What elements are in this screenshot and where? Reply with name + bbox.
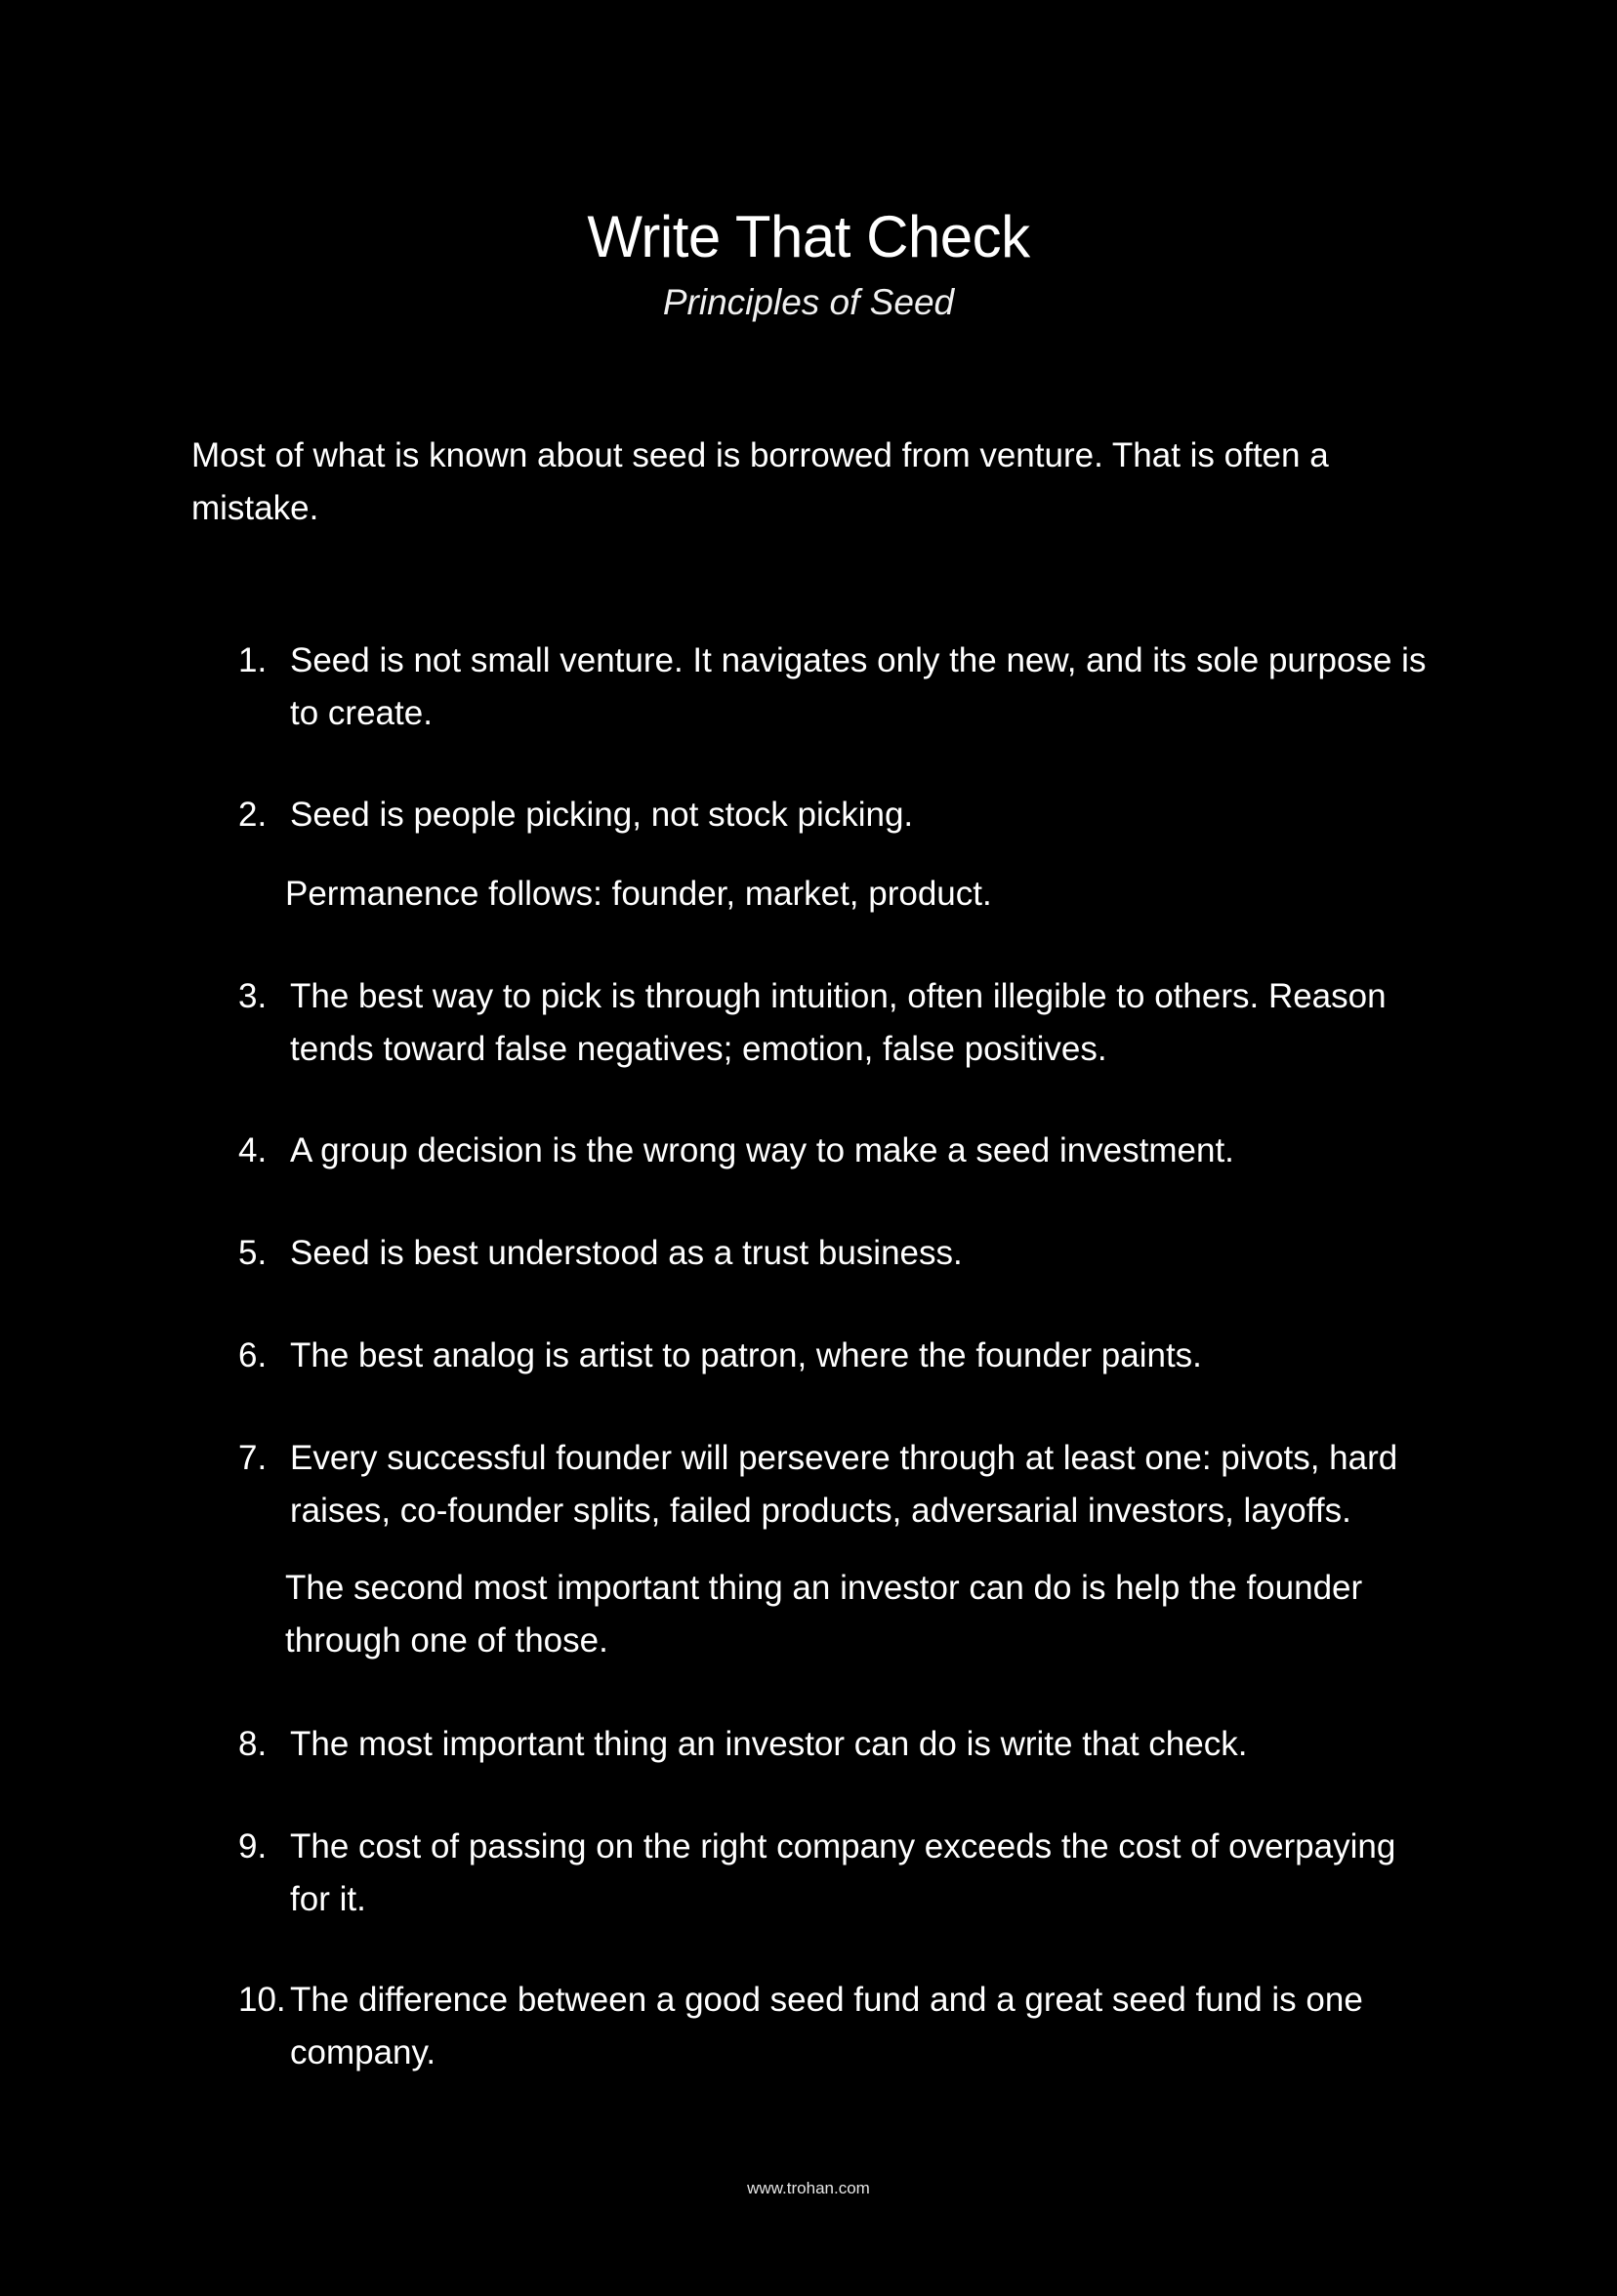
list-item-note: The second most important thing an investor can do is help the founder through one of those. [285, 1569, 1363, 1660]
list-item [238, 1227, 1439, 1280]
list-item [238, 1432, 1439, 1538]
list-item-text: The best analog is artist to patron, where the founder paints. [290, 1336, 1202, 1374]
list-item-number: 4. [238, 1131, 268, 1169]
list-item-number: 6. [238, 1336, 268, 1374]
list-item [238, 1974, 1439, 2079]
list-item-number: 10. [238, 1981, 286, 2019]
list-item [238, 789, 1439, 841]
list-item [238, 1330, 1439, 1382]
list-item-text: Seed is best understood as a trust business. [290, 1234, 963, 1272]
list-item-number: 9. [238, 1827, 268, 1866]
list-item-text: The difference between a good seed fund and a great seed fund is one company. [290, 1981, 1363, 2071]
page-title: Write That Check [587, 204, 1030, 269]
list-item-note: Permanence follows: founder, market, product. [285, 875, 992, 913]
list-item-text: Seed is people picking, not stock picking. [290, 796, 914, 834]
list-item-number: 7. [238, 1439, 268, 1477]
list-item-text: The cost of passing on the right company exceeds the cost of overpaying for it. [290, 1827, 1396, 1918]
footer-url: www.trohan.com [747, 2179, 870, 2197]
list-item-number: 1. [238, 641, 268, 679]
list-item [238, 1821, 1439, 1926]
list-item [238, 635, 1439, 740]
list-item-text: Seed is not small venture. It navigates only the new, and its sole purpose is to create. [290, 641, 1427, 732]
page-subtitle: Principles of Seed [662, 282, 955, 322]
list-item [238, 1718, 1439, 1771]
list-item [238, 1125, 1439, 1177]
list-item-text: Every successful founder will persevere through at least one: pivots, hard raises, co-founder splits, failed products, adversarial investors, layoffs. [290, 1439, 1398, 1530]
list-item-number: 3. [238, 977, 268, 1015]
list-item [238, 970, 1439, 1076]
list-item-text: The most important thing an investor can do is write that check. [290, 1725, 1248, 1763]
list-item-text: The best way to pick is through intuition, often illegible to others. Reason tends toward false negatives; emotion, false positives. [290, 977, 1387, 1068]
list-item-number: 8. [238, 1725, 268, 1763]
list-item-text: A group decision is the wrong way to make a seed investment. [290, 1131, 1234, 1169]
list-item-number: 2. [238, 796, 268, 834]
intro-paragraph: Most of what is known about seed is borrowed from venture. That is often a mistake. [191, 436, 1329, 527]
list-item-number: 5. [238, 1234, 268, 1272]
